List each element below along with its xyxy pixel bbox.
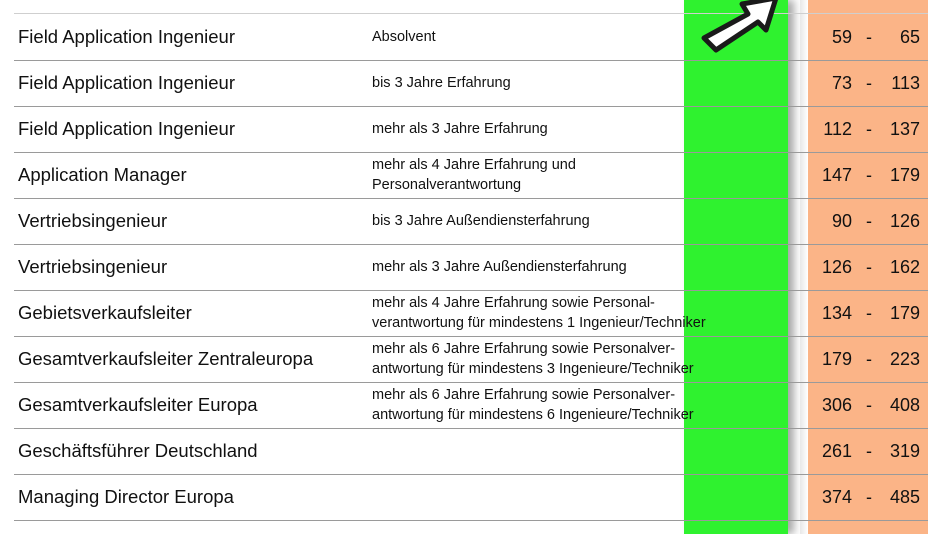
requirement-text: mehr als 6 Jahre Erfahrung sowie Personalver- antwortung für mindestens 3 Ingenieure/Techniker <box>372 341 694 377</box>
salary-min: 134 <box>821 303 852 323</box>
position-title: Vertriebsingenieur <box>18 256 168 277</box>
salary-range <box>810 428 928 474</box>
salary-range <box>810 14 928 60</box>
salary-max: 137 <box>889 119 920 139</box>
table-row <box>14 428 928 475</box>
table-row <box>14 14 928 61</box>
requirement-text <box>372 428 772 474</box>
salary-separator: - <box>866 119 872 139</box>
salary-max: 179 <box>889 165 920 185</box>
position-title: Gesamtverkaufsleiter Zentraleuropa <box>18 348 314 369</box>
salary-separator: - <box>866 73 872 93</box>
salary-range <box>810 244 928 290</box>
salary-range <box>810 106 928 152</box>
salary-separator: - <box>866 303 872 323</box>
requirement-text: mehr als 4 Jahre Erfahrung sowie Personal- verantwortung für mindestens 1 Ingenieur/Techniker <box>372 295 706 331</box>
salary-min: 90 <box>831 211 852 231</box>
position-title: Application Manager <box>18 164 187 185</box>
position-title: Geschäftsführer Deutschland <box>18 440 258 461</box>
table-row <box>14 474 928 521</box>
requirement-text <box>372 474 772 520</box>
salary-separator: - <box>866 349 872 369</box>
salary-max: 485 <box>889 487 920 507</box>
requirement-text: mehr als 3 Jahre Außendiensterfahrung <box>372 259 627 275</box>
arrow-up-right-icon <box>696 0 784 58</box>
position-title: Field Application Ingenieur <box>18 118 236 139</box>
position-title: Field Application Ingenieur <box>18 72 236 93</box>
salary-max: 319 <box>889 441 920 461</box>
salary-range <box>810 198 928 244</box>
table-row <box>14 152 928 199</box>
salary-min: 306 <box>821 395 852 415</box>
salary-separator: - <box>866 487 872 507</box>
requirement-text: Absolvent <box>372 29 436 45</box>
salary-min: 147 <box>821 165 852 185</box>
salary-min: 112 <box>823 119 852 139</box>
requirement-text: mehr als 4 Jahre Erfahrung und Personalverantwortung <box>372 157 576 193</box>
position-title: Managing Director Europa <box>18 486 234 507</box>
salary-max: 179 <box>889 303 920 323</box>
salary-max: 126 <box>889 211 920 231</box>
requirement-text: bis 3 Jahre Außendiensterfahrung <box>372 213 590 229</box>
table-row <box>14 106 928 153</box>
salary-range <box>810 152 928 198</box>
salary-range <box>810 336 928 382</box>
salary-separator: - <box>866 257 872 277</box>
requirement-text: bis 3 Jahre Erfahrung <box>372 75 511 91</box>
salary-max: 223 <box>889 349 920 369</box>
salary-separator: - <box>866 395 872 415</box>
requirement-text: mehr als 3 Jahre Erfahrung <box>372 121 548 137</box>
position-title: Gebietsverkaufsleiter <box>18 302 192 323</box>
salary-range <box>810 474 928 520</box>
salary-min: 374 <box>821 487 852 507</box>
salary-separator: - <box>866 27 872 47</box>
salary-max: 408 <box>889 395 920 415</box>
table-row <box>14 244 928 291</box>
salary-min: 179 <box>821 349 852 369</box>
salary-min: 261 <box>821 441 852 461</box>
salary-separator: - <box>866 165 872 185</box>
position-title: Gesamtverkaufsleiter Europa <box>18 394 258 415</box>
salary-range <box>810 382 928 428</box>
salary-min: 59 <box>831 27 852 47</box>
salary-separator: - <box>866 211 872 231</box>
position-title: Vertriebsingenieur <box>18 210 168 231</box>
table-row <box>14 336 928 383</box>
salary-range <box>810 60 928 106</box>
table-row <box>14 198 928 245</box>
salary-range <box>810 290 928 336</box>
requirement-text: mehr als 6 Jahre Erfahrung sowie Personalver- antwortung für mindestens 6 Ingenieure/Techniker <box>372 387 694 423</box>
salary-max: 162 <box>889 257 920 277</box>
salary-min: 126 <box>821 257 852 277</box>
salary-max: 65 <box>899 27 920 47</box>
table-row <box>14 382 928 429</box>
table-row <box>14 290 928 337</box>
salary-max: 113 <box>891 73 920 93</box>
table-row <box>14 60 928 107</box>
position-title: Field Application Ingenieur <box>18 26 236 47</box>
salary-min: 73 <box>831 73 852 93</box>
salary-separator: - <box>866 441 872 461</box>
